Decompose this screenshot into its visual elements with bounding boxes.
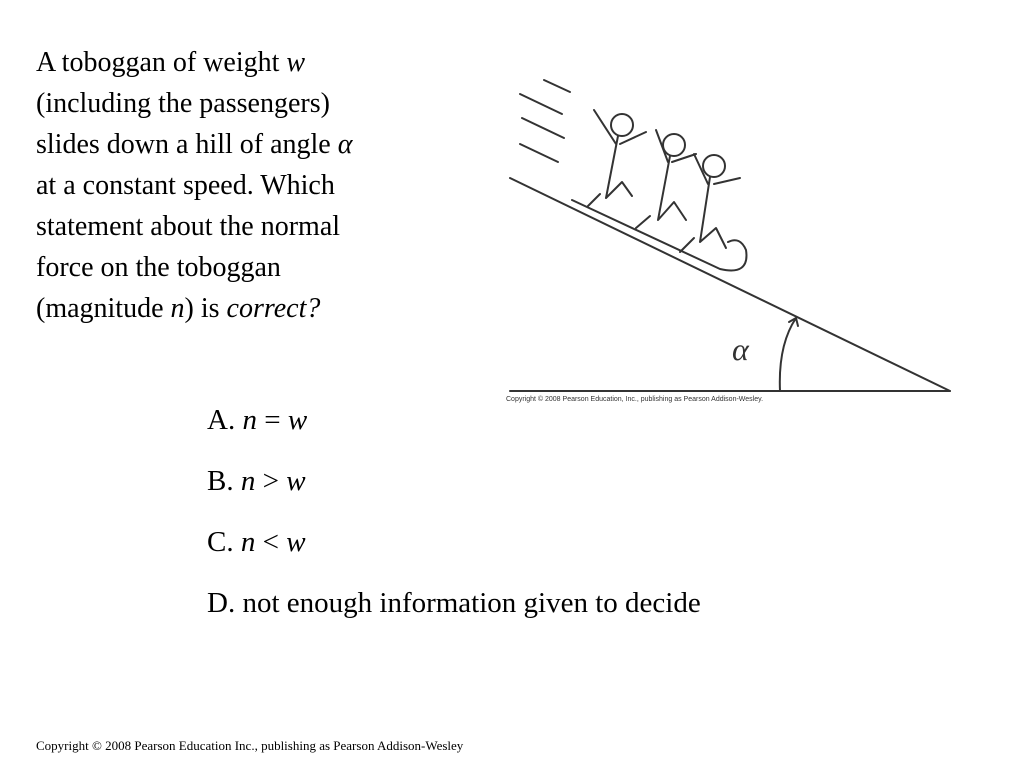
question-italic-text: n (170, 293, 185, 324)
question-text-fragment: (including the passengers) (36, 88, 330, 119)
figure-copyright: Copyright © 2008 Pearson Education, Inc., publishing as Pearson Addison-Wesley. (506, 396, 764, 403)
choice-text: = (256, 404, 288, 436)
choice-variable: w (287, 404, 308, 436)
question-text-fragment: statement about the normal (36, 211, 341, 242)
rider-body (588, 110, 646, 206)
question-text-fragment: at a constant speed. Which (36, 170, 335, 201)
choice-letter: D. (207, 587, 236, 619)
question-text-fragment: (magnitude (36, 293, 171, 324)
angle-arc (780, 318, 796, 391)
rider-body (680, 154, 740, 252)
answer-choice (207, 520, 701, 581)
rider-body (636, 130, 696, 228)
answer-choices (207, 398, 701, 642)
question-italic-text: correct? (226, 293, 321, 324)
question-line (36, 165, 466, 206)
question-text-fragment: ) is (184, 293, 227, 324)
choice-letter: B. (207, 465, 234, 497)
question-italic-text: w (286, 47, 306, 78)
question-text-fragment: force on the toboggan (36, 252, 281, 283)
question-line (36, 288, 466, 329)
choice-variable: n (240, 526, 256, 558)
question-line (36, 124, 466, 165)
answer-choice (207, 581, 701, 642)
question-line (36, 83, 466, 124)
choice-variable: n (242, 404, 257, 436)
speed-line (520, 144, 558, 162)
choice-variable: n (240, 465, 256, 497)
rider-head (703, 155, 725, 177)
footer-copyright: Copyright © 2008 Pearson Education Inc., publishing as Pearson Addison-Wesley (36, 738, 464, 753)
question-text-fragment: A toboggan of weight (36, 47, 287, 78)
choice-variable: w (286, 526, 306, 558)
question-line (36, 206, 466, 247)
answer-choice (207, 398, 701, 459)
question-text-fragment: slides down a hill of angle (36, 129, 338, 160)
choice-text: < (255, 526, 287, 558)
question-text (36, 42, 466, 329)
rider-head (611, 114, 633, 136)
angle-label: α (732, 331, 749, 367)
speed-line (544, 80, 570, 92)
choice-letter: C. (207, 526, 234, 558)
answer-choice (207, 459, 701, 520)
speed-line (522, 118, 564, 138)
rider-head (663, 134, 685, 156)
choice-variable: w (286, 465, 306, 497)
choice-text: not enough information given to decide (242, 587, 701, 619)
speed-line (520, 94, 562, 114)
question-italic-text: α (337, 129, 353, 160)
choice-text: > (255, 465, 287, 497)
question-line (36, 247, 466, 288)
toboggan-figure (500, 70, 970, 410)
choice-letter: A. (207, 404, 236, 436)
incline-line (510, 178, 950, 391)
question-line (36, 42, 466, 83)
toboggan-diagram (500, 70, 970, 410)
